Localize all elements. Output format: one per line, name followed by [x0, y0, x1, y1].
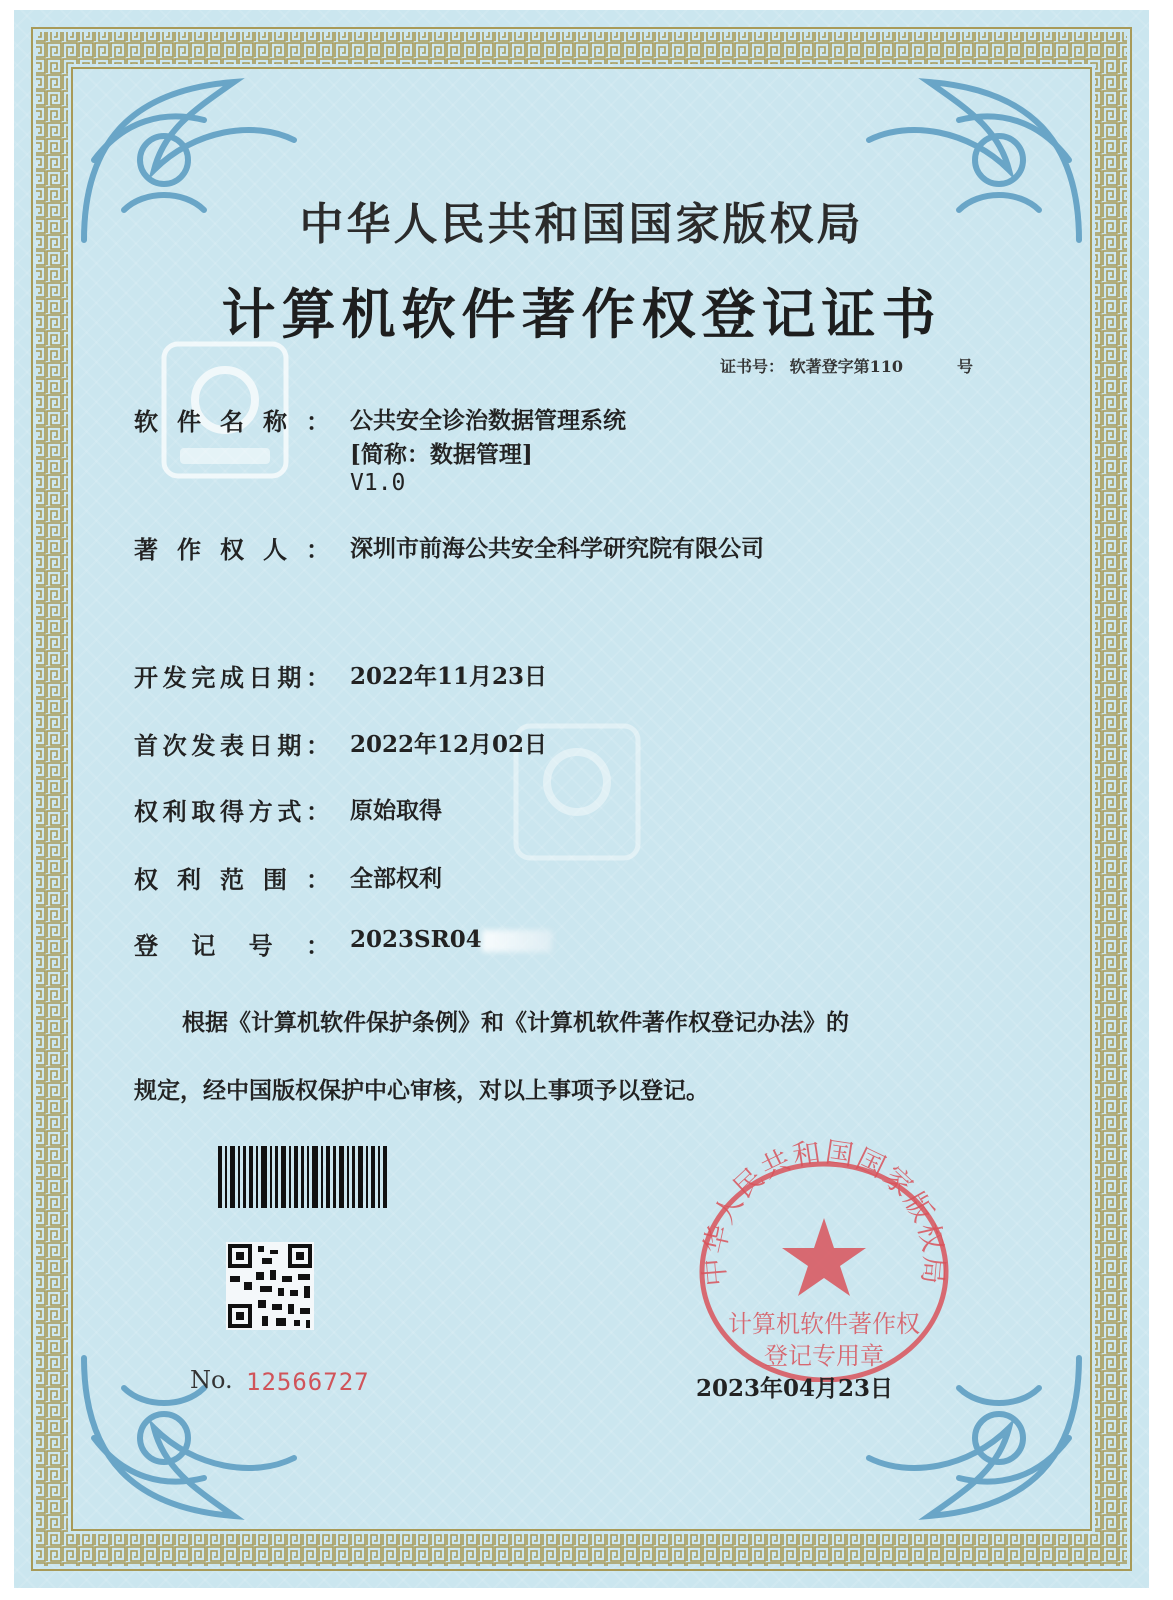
cert-no-suffix: 号	[957, 357, 974, 376]
barcode-icon	[218, 1146, 388, 1208]
certificate-title: 计算机软件著作权登记证书	[221, 282, 942, 346]
software-name-value: 公共安全诊治数据管理系统	[350, 407, 626, 434]
cert-no-label: 证书号：	[720, 357, 785, 376]
redacted-area	[482, 930, 552, 952]
certificate-number	[720, 354, 973, 377]
cert-no-value: 软著登字第110	[789, 357, 903, 376]
statement-line-1: 根据《计算机软件保护条例》和《计算机软件著作权登记办法》的	[182, 1009, 849, 1036]
statement-line-2: 规定，经中国版权保护中心审核，对以上事项予以登记。	[134, 1077, 709, 1104]
dev-complete-date-label: 开发完成日期：	[134, 663, 330, 692]
acquisition-method-value: 原始取得	[350, 797, 442, 824]
certificate	[14, 10, 1149, 1588]
first-publish-date-label: 首次发表日期：	[134, 731, 330, 760]
redacted-area	[903, 359, 957, 377]
copyright-owner-label: 著作权人：	[134, 535, 330, 564]
software-short-name: [简称：数据管理]	[350, 441, 533, 468]
software-name-label: 软件名称：	[134, 407, 330, 436]
first-publish-date-value: 2022年12月02日	[350, 731, 548, 758]
registration-no	[350, 926, 552, 953]
issue-date: 2023年04月23日	[696, 1375, 894, 1402]
acquisition-method-label: 权利取得方式：	[134, 797, 330, 826]
seal-inner-line-1: 计算机软件著作权	[728, 1310, 920, 1338]
rights-scope-label: 权利范围：	[134, 865, 330, 894]
rights-scope-value: 全部权利	[350, 865, 442, 892]
registration-no-value: 2023SR04	[350, 926, 482, 953]
seal-inner-line-2: 登记专用章	[764, 1342, 884, 1370]
copyright-owner-value: 深圳市前海公共安全科学研究院有限公司	[350, 535, 764, 562]
serial-label: No.	[190, 1366, 233, 1394]
seal-outer-text: 中华人民共和国国家版权局	[697, 1135, 951, 1288]
dev-complete-date-value: 2022年11月23日	[350, 663, 548, 690]
official-seal	[674, 1132, 964, 1386]
issuer-title: 中华人民共和国国家版权局	[299, 199, 864, 250]
qr-code-icon	[226, 1242, 314, 1330]
software-version: V1.0	[350, 470, 406, 496]
registration-no-label: 登记号：	[134, 931, 330, 960]
serial-number: 12566727	[246, 1368, 370, 1396]
